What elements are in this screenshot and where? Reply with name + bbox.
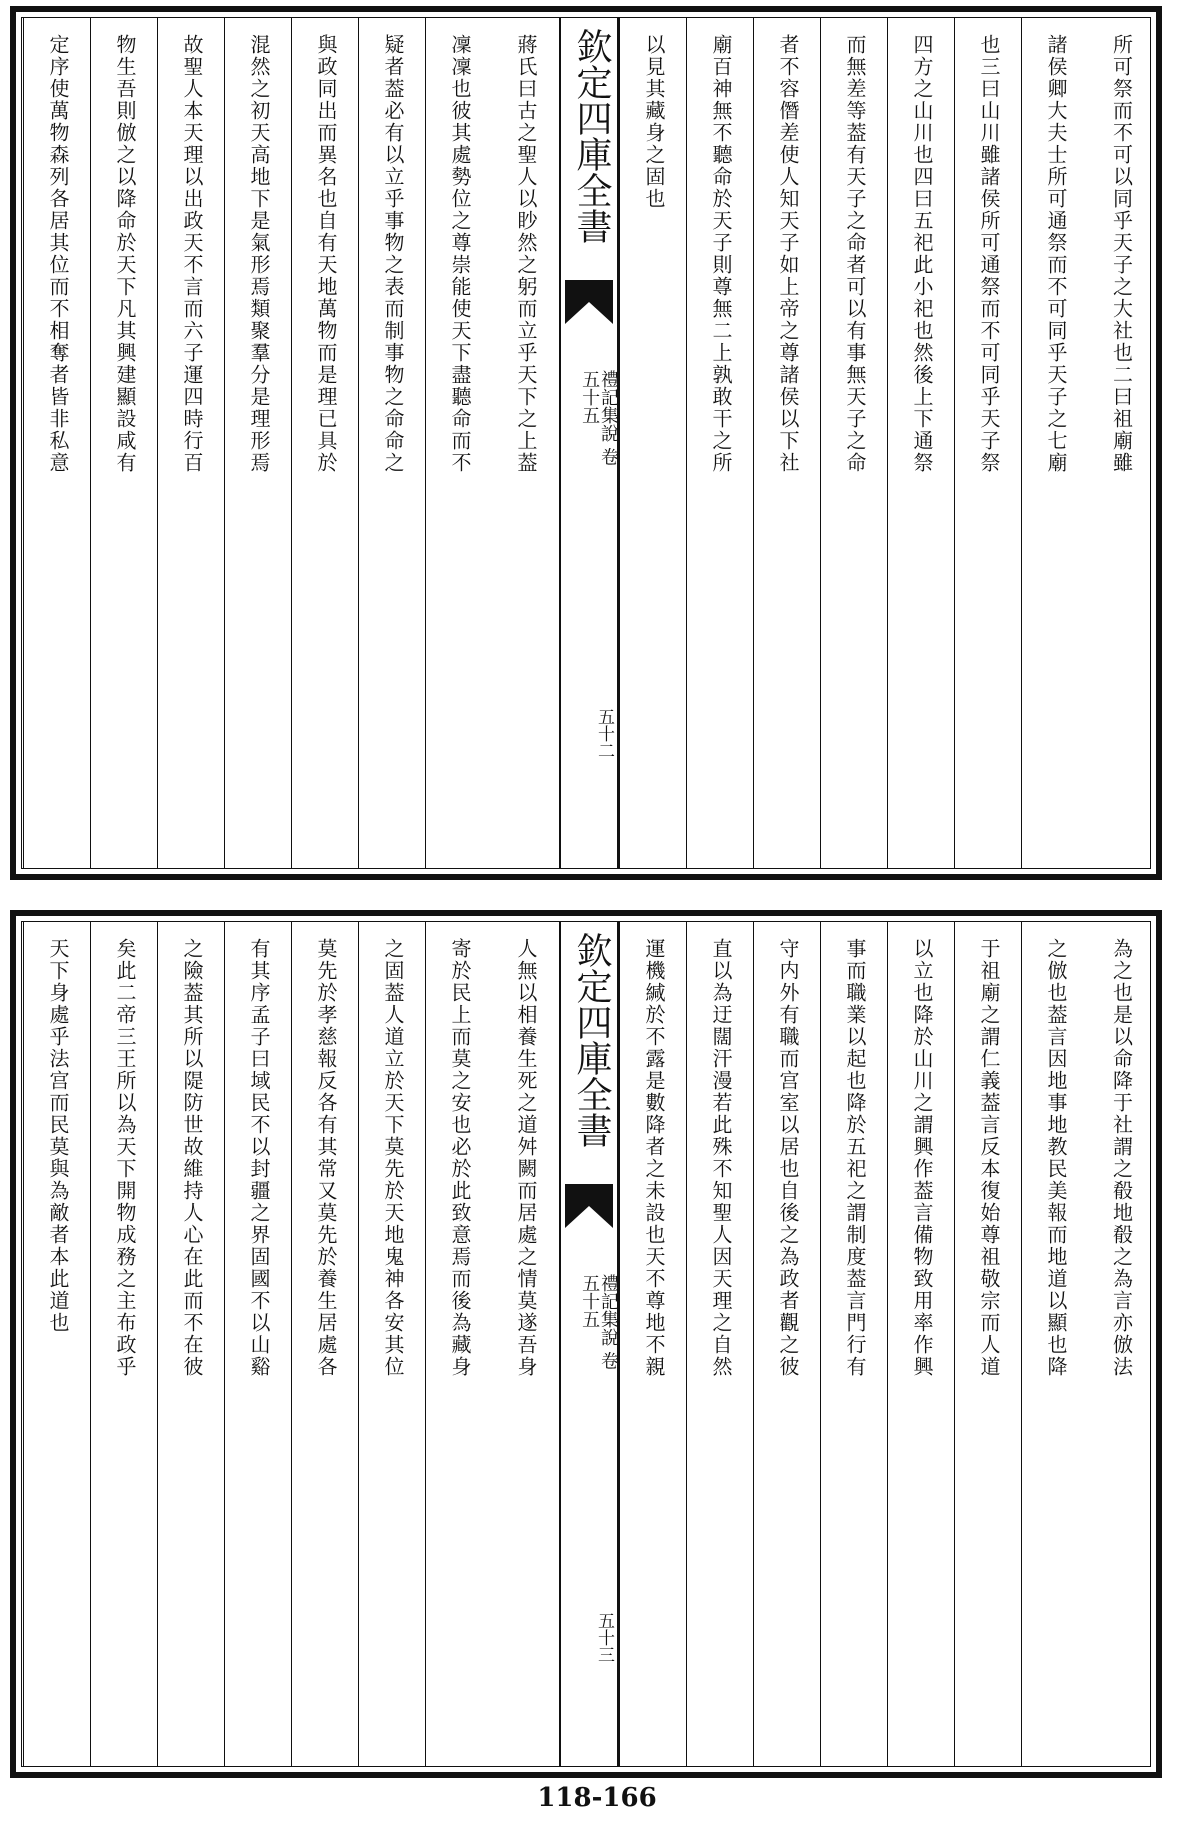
text-column: 運機緘於不露是數降者之未設也天不尊地不親 (619, 922, 687, 1766)
text-column: 莫先於孝慈報反各有其常又莫先於養生居處各 (291, 922, 359, 1766)
section-label: 禮記集說 卷五十五 (579, 370, 619, 466)
text-column: 混然之初天高地下是氣形焉類聚羣分是理形焉 (224, 18, 292, 868)
text-column: 物生吾則倣之以降命於天下凡其興建顯設咸有 (90, 18, 158, 868)
text-column: 事而職業以起也降於五祀之謂制度葢言門行有 (820, 922, 888, 1766)
text-column: 也三曰山川雖諸侯所可通祭而不可同乎天子祭 (954, 18, 1022, 868)
text-column: 之固葢人道立於天下莫先於天地鬼神各安其位 (358, 922, 426, 1766)
text-column: 守内外有職而宫室以居也自後之為政者觀之彼 (753, 922, 821, 1766)
page-number: 118-166 (537, 1783, 657, 1813)
book-title: 欽定四庫全書 (571, 932, 612, 1148)
text-column: 以見其藏身之固也 (619, 18, 687, 868)
text-column: 廟百神無不聽命於天子則尊無二上孰敢干之所 (686, 18, 754, 868)
fish-tail-mark-icon (565, 1184, 613, 1228)
folio-number: 五十二 (594, 708, 614, 759)
bottom-page-inner-frame (21, 921, 1151, 1767)
book-title: 欽定四庫全書 (571, 28, 612, 244)
top-page-inner-frame (21, 17, 1151, 869)
text-column: 定序使萬物森列各居其位而不相奪者皆非私意 (23, 18, 91, 868)
text-column: 故聖人本天理以出政天不言而六子運四時行百 (157, 18, 225, 868)
center-margin-block (559, 922, 619, 1766)
text-column: 所可祭而不可以同乎天子之大社也二曰祖廟雖 (1109, 34, 1134, 474)
folio-number: 五十三 (594, 1612, 614, 1663)
text-column: 直以為迂闊汗漫若此殊不知聖人因天理之自然 (686, 922, 754, 1766)
text-column: 凜凜也彼其處勢位之尊崇能使天下盡聽命而不 (425, 18, 493, 868)
text-column: 而無差等葢有天子之命者可以有事無天子之命 (820, 18, 888, 868)
top-page-frame (10, 6, 1162, 880)
text-column: 矣此二帝三王所以為天下開物成務之主布政乎 (90, 922, 158, 1766)
text-column: 蔣氏曰古之聖人以眇然之躬而立乎天下之上葢 (514, 34, 538, 474)
text-column: 寄於民上而莫之安也必於此致意焉而後為藏身 (425, 922, 493, 1766)
text-column: 者不容僭差使人知天子如上帝之尊諸侯以下社 (753, 18, 821, 868)
text-column: 天下身處乎法宫而民莫與為敵者本此道也 (23, 922, 91, 1766)
text-column: 四方之山川也四曰五祀此小祀也然後上下通祭 (887, 18, 955, 868)
text-column: 有其序孟子曰域民不以封疆之界固國不以山谿 (224, 922, 292, 1766)
text-column: 疑者葢必有以立乎事物之表而制事物之命命之 (358, 18, 426, 868)
text-column: 以立也降於山川之謂興作葢言備物致用率作興 (887, 922, 955, 1766)
text-column: 之倣也葢言因地事地教民美報而地道以顯也降 (1021, 922, 1089, 1766)
text-column: 與政同出而異名也自有天地萬物而是理已具於 (291, 18, 359, 868)
text-column: 為之也是以命降于社謂之殽地殽之為言亦倣法 (1109, 938, 1134, 1378)
text-column: 諸侯卿大夫士所可通祭而不可同乎天子之七廟 (1021, 18, 1089, 868)
text-column: 人無以相養生死之道舛闕而居處之情莫遂吾身 (514, 938, 538, 1378)
section-label: 禮記集說 卷五十五 (579, 1274, 619, 1370)
text-column: 于祖廟之謂仁義葢言反本復始尊祖敬宗而人道 (954, 922, 1022, 1766)
bottom-page-frame (10, 910, 1162, 1778)
center-margin-block (559, 18, 619, 868)
text-column: 之險葢其所以隄防世故維持人心在此而不在彼 (157, 922, 225, 1766)
fish-tail-mark-icon (565, 280, 613, 324)
